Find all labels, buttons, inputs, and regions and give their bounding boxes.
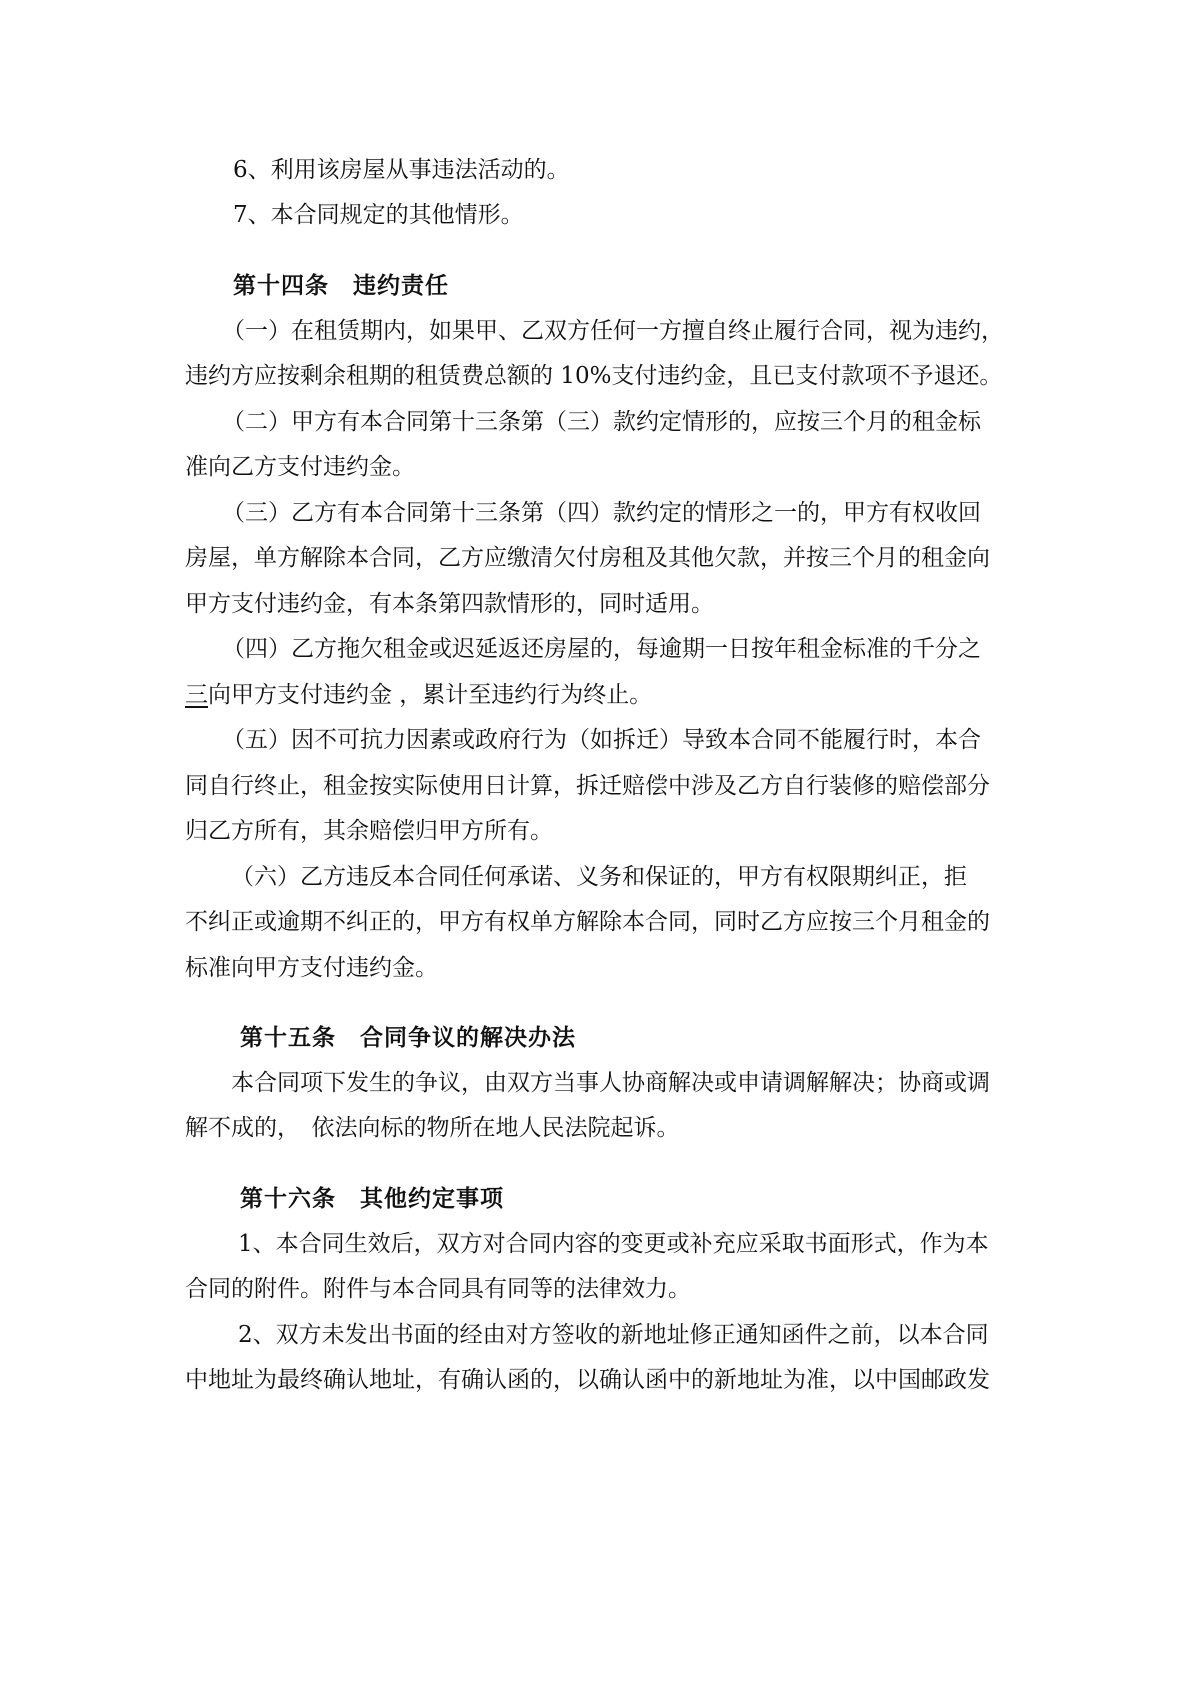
article-14-para-2-line-1: （二）甲方有本合同第十三条第（三）款约定情形的，应按三个月的租金标	[222, 409, 981, 435]
article-14-para-5-line-1: （五）因不可抗力因素或政府行为（如拆迁）导致本合同不能履行时，本合	[222, 727, 981, 753]
article-14-para-5-line-3: 归乙方所有，其余赔偿归甲方所有。	[185, 818, 553, 844]
article-14-para-3-line-1: （三）乙方有本合同第十三条第（四）款约定的情形之一的，甲方有权收回	[222, 500, 981, 526]
article-14-para-6-line-2: 不纠正或逾期不纠正的，甲方有权单方解除本合同，同时乙方应按三个月租金的	[185, 909, 990, 935]
item-6: 6、利用该房屋从事违法活动的。	[233, 157, 570, 183]
article-14-heading: 第十四条 违约责任	[233, 272, 449, 299]
article-14-para-1-line-1: （一）在租赁期内，如果甲、乙双方任何一方擅自终止履行合同，视为违约，	[222, 318, 1004, 344]
article-14-para-5-line-2: 同自行终止，租金按实际使用日计算，拆迁赔偿中涉及乙方自行装修的赔偿部分	[185, 773, 990, 799]
article-16-para-2-line-2: 中地址为最终确认地址，有确认函的，以确认函中的新地址为准，以中国邮政发	[185, 1367, 990, 1393]
article-15-para-1-line-1: 本合同项下发生的争议，由双方当事人协商解决或申请调解解决；协商或调	[231, 1070, 990, 1096]
article-14-para-4-line-2	[185, 675, 1025, 715]
article-16-para-1-line-1: 1、本合同生效后，双方对合同内容的变更或补充应采取书面形式，作为本	[238, 1231, 989, 1257]
article-16-para-1-line-2: 合同的附件。附件与本合同具有同等的法律效力。	[185, 1276, 691, 1302]
article-14-para-2-line-2: 准向乙方支付违约金。	[185, 454, 415, 480]
article-14-para-4-line-1: （四）乙方拖欠租金或迟延返还房屋的，每逾期一日按年租金标准的千分之	[222, 636, 981, 662]
article-14-para-3-line-3: 甲方支付违约金，有本条第四款情形的，同时适用。	[185, 591, 714, 617]
item-7: 7、本合同规定的其他情形。	[233, 202, 524, 228]
article-14-para-6-line-3: 标准向甲方支付违约金。	[185, 955, 438, 981]
article-14-para-4-line-2-rest: 向甲方支付违约金 ，累计至违约行为终止。	[208, 682, 653, 708]
article-14-para-1-line-2: 违约方应按剩余租期的租赁费总额的 10%支付违约金，且已支付款项不予退还。	[185, 363, 1003, 389]
article-14-para-6-line-1: （六）乙方违反本合同任何承诺、义务和保证的，甲方有权限期纠正，拒	[231, 864, 967, 890]
article-16-para-2-line-1: 2、双方未发出书面的经由对方签收的新地址修正通知函件之前，以本合同	[238, 1322, 989, 1348]
article-14-para-3-line-2: 房屋，单方解除本合同，乙方应缴清欠付房租及其他欠款，并按三个月的租金向	[185, 545, 990, 571]
underlined-three: 三	[185, 682, 208, 708]
article-15-heading: 第十五条 合同争议的解决办法	[240, 1024, 576, 1051]
article-15-para-1-line-2: 解不成的， 依法向标的物所在地人民法院起诉。	[185, 1115, 680, 1141]
article-16-heading: 第十六条 其他约定事项	[240, 1185, 504, 1212]
